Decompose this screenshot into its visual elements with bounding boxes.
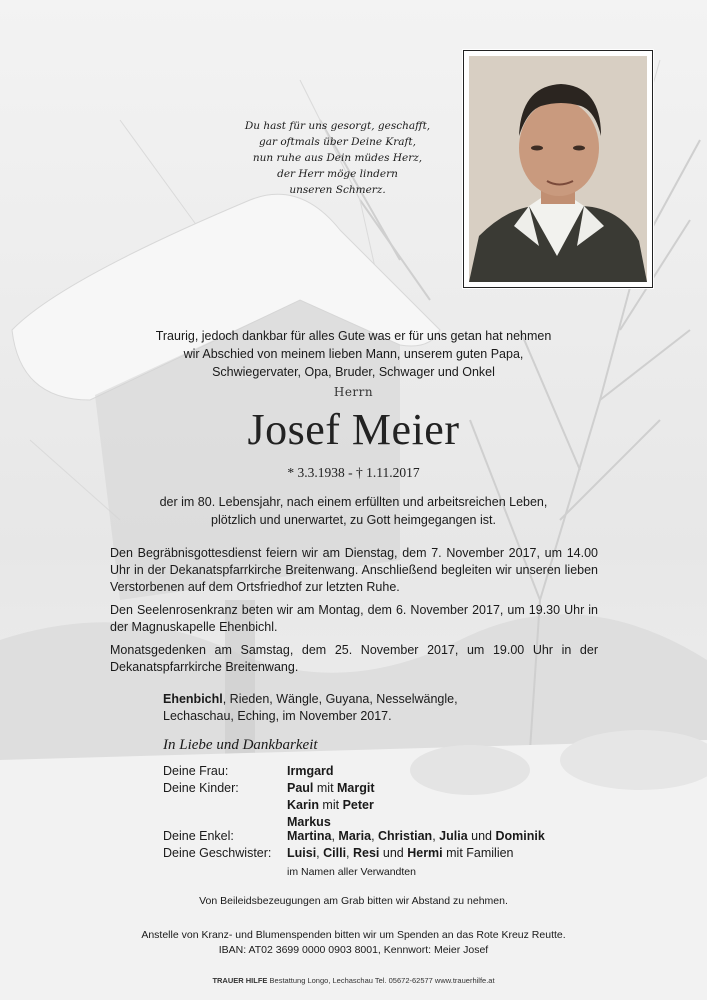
child-line: Paul mit Margit [287, 781, 375, 795]
child-line: Karin mit Peter [287, 798, 374, 812]
intro-line: wir Abschied von meinem lieben Mann, unserem guten Papa, [183, 347, 524, 361]
siblings-names: Luisi, Cilli, Resi und Hermi mit Familien [287, 846, 514, 860]
donation-note [0, 928, 707, 958]
imprint-text: Bestattung Longo, Lechaschau Tel. 05672-62577 www.trauerhilfe.at [267, 976, 495, 985]
rosary-text: Den Seelenrosenkranz beten wir am Montag, dem 6. November 2017, um 19.30 Uhr in der Magnuskapelle Ehenbichl. [110, 603, 598, 634]
poem-line: Du hast für uns gesorgt, geschafft, [244, 120, 431, 132]
intro-line: Traurig, jedoch dankbar für alles Gute was er für uns getan hat nehmen [155, 329, 552, 343]
place-bold: Ehenbichl [163, 692, 223, 706]
closing-phrase: In Liebe und Dankbarkeit [163, 737, 318, 753]
intro-text [0, 327, 707, 381]
imprint [0, 976, 707, 985]
wife-name: Irmgard [287, 764, 334, 778]
place-rest: , Rieden, Wängle, Guyana, Nesselwängle, [222, 692, 458, 706]
funeral-service-text: Den Begräbnisgottesdienst feiern wir am Dienstag, dem 7. November 2017, um 14.00 Uhr in der Dekanatspfarrkirche Breitenwang. Anschließend begleiten wir unseren lieben Verstorbenen auf dem Ortsfriedhof zur letzten Ruhe. [110, 546, 598, 594]
portrait-photo [469, 56, 647, 282]
poem-line: unseren Schmerz. [289, 184, 386, 196]
donation-line: Anstelle von Kranz- und Blumenspenden bitten wir um Spenden an das Rote Kreuz Reutte. [141, 929, 566, 941]
poem-line: gar oftmals über Deine Kraft, [259, 136, 416, 148]
deceased-name: Josef Meier [247, 405, 460, 454]
relatives-note: im Namen aller Verwandten [287, 866, 416, 878]
intro-line: Schwiegervater, Opa, Bruder, Schwager und Onkel [212, 365, 495, 379]
life-dates: * 3.3.1938 - † 1.11.2017 [287, 465, 420, 480]
condolence-note: Von Beileidsbezeugungen am Grab bitten wir Abstand zu nehmen. [199, 895, 508, 907]
place-line2: Lechaschau, Eching, im November 2017. [163, 709, 392, 723]
poem-line: nun ruhe aus Dein müdes Herz, [252, 152, 423, 164]
salutation: Herrn [333, 385, 374, 399]
child-line: Markus [287, 815, 331, 829]
place-and-date [163, 691, 458, 725]
poem-line: der Herr möge lindern [277, 168, 398, 180]
memorial-text: Monatsgedenken am Samstag, dem 25. November 2017, um 19.00 Uhr in der Dekanatspfarrkirche Breitenwang. [110, 643, 598, 674]
grandchildren-label: Deine Enkel: [163, 829, 234, 843]
life-line: plötzlich und unerwartet, zu Gott heimgegangen ist. [211, 513, 496, 527]
wife-label: Deine Frau: [163, 764, 229, 778]
poem [220, 118, 455, 198]
iban-line: IBAN: AT02 3699 0000 0903 8001, Kennwort: Meier Josef [218, 944, 489, 956]
imprint-brand: TRAUER HILFE [212, 976, 268, 985]
life-text [0, 493, 707, 529]
siblings-label: Deine Geschwister: [163, 846, 272, 860]
life-line: der im 80. Lebensjahr, nach einem erfüllten und arbeitsreichen Leben, [159, 495, 548, 509]
children-label: Deine Kinder: [163, 781, 239, 795]
portrait-photo-frame [463, 50, 653, 288]
grandchildren-names: Martina, Maria, Christian, Julia und Dominik [287, 829, 545, 843]
